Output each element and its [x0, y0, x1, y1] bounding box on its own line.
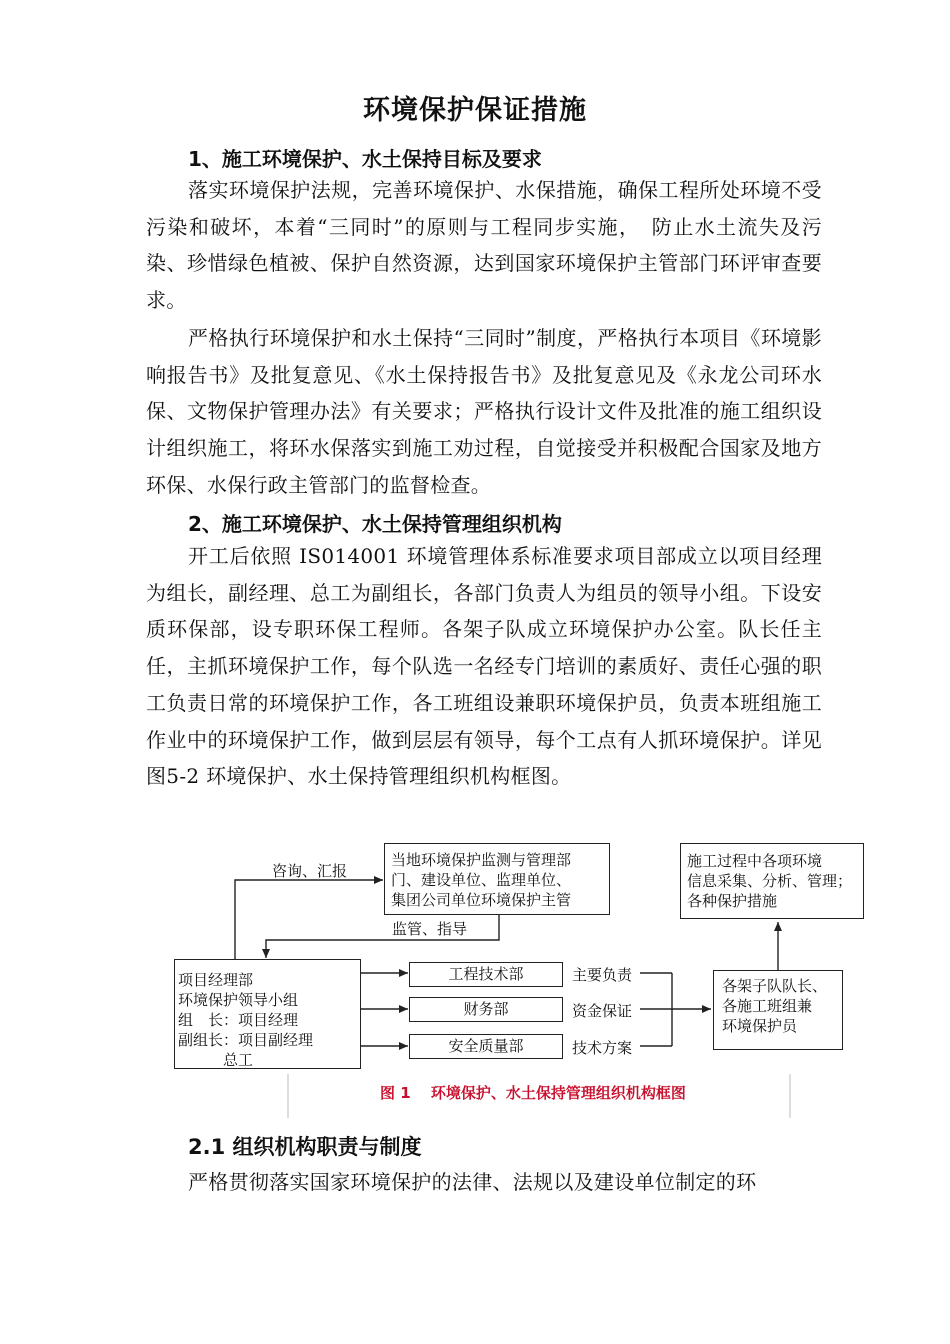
- dept-engineering: 工程技术部: [409, 962, 563, 987]
- section-2-1-heading: 2.1 组织机构职责与制度: [188, 1135, 422, 1159]
- page-title: 环境保护保证措施: [363, 95, 587, 126]
- resp-funding: 资金保证: [572, 1002, 633, 1020]
- pm-line-4: 副组长：项目副经理: [178, 1031, 314, 1049]
- section-2-1-paragraph-1: 严格贯彻落实国家环境保护的法律、法规以及建设单位制定的环: [188, 1170, 757, 1194]
- consult-arrow: [235, 880, 383, 960]
- pm-line-1: 项目经理部: [178, 971, 254, 989]
- authority-line-1: 当地环境保护监测与管理部: [391, 851, 572, 869]
- figure-caption: 图 1 环境保护、水土保持管理组织机构框图: [380, 1084, 686, 1102]
- supervise-label: 监管、指导: [392, 920, 468, 938]
- pm-line-2: 环境保护领导小组: [178, 991, 299, 1009]
- measures-line-2: 信息采集、分析、管理；: [687, 872, 853, 890]
- section-1-paragraph-1: 落实环境保护法规，完善环境保护、水保措施，确保工程所处环境不受污染和破坏，本着“三同时”的原则与工程同步实施， 防止水土流失及污染、珍惜绿色植被、保护自然资源，达到国家环境保护主管部门环评审查要求。: [146, 178, 822, 313]
- authority-line-2: 门、建设单位、监理单位、: [391, 871, 572, 889]
- team-box: [713, 970, 843, 1050]
- authority-line-3: 集团公司单位环境保护主管: [391, 891, 572, 909]
- section-2-paragraph-1: 开工后依照 IS014001 环境管理体系标准要求项目部成立以项目经理为组长，副经理、总工为副组长，各部门负责人为组员的领导小组。下设安质环保部，设专职环保工程师。各架子队成立环境保护办公室。队长任主任，主抓环境保护工作，每个队选一名经专门培训的素质好、责任心强的职工负责日常的环境保护工作，各工班组设兼职环境保护员，负责本班组施工作业中的环境保护工作，做到层层有领导，每个工点有人抓环境保护。详见图5-2 环境保护、水土保持管理组织机构框图。: [146, 544, 822, 789]
- dept-safety-quality: 安全质量部: [409, 1034, 563, 1059]
- section-2-heading: 2、施工环境保护、水土保持管理组织机构: [188, 512, 562, 536]
- pm-line-5: 总工: [178, 1051, 254, 1069]
- consult-label: 咨询、汇报: [272, 862, 348, 880]
- resp-technical: 技术方案: [572, 1039, 633, 1057]
- project-manager-box: [174, 959, 361, 1069]
- authority-box: [384, 843, 610, 915]
- team-line-1: 各架子队队长、: [722, 977, 828, 995]
- resp-main: 主要负责: [572, 966, 633, 984]
- measures-box: [680, 843, 864, 919]
- pm-line-3: 组 长：项目经理: [178, 1011, 299, 1029]
- section-1-paragraph-2: 严格执行环境保护和水土保持“三同时”制度，严格执行本项目《环境影响报告书》及批复意见、《水土保持报告书》及批复意见及《永龙公司环水保、文物保护管理办法》有关要求；严格执行设计文件及批准的施工组织设计组织施工，将环水保落实到施工劝过程，自觉接受并积极配合国家及地方环保、水保行政主管部门的监督检查。: [146, 326, 822, 497]
- team-line-3: 环境保护员: [722, 1017, 798, 1035]
- team-line-2: 各施工班组兼: [722, 997, 813, 1015]
- measures-line-3: 各种保护措施: [687, 892, 778, 910]
- dept-finance: 财务部: [409, 997, 563, 1022]
- section-1-heading: 1、施工环境保护、水土保持目标及要求: [188, 147, 542, 171]
- measures-line-1: 施工过程中各项环境: [687, 852, 823, 870]
